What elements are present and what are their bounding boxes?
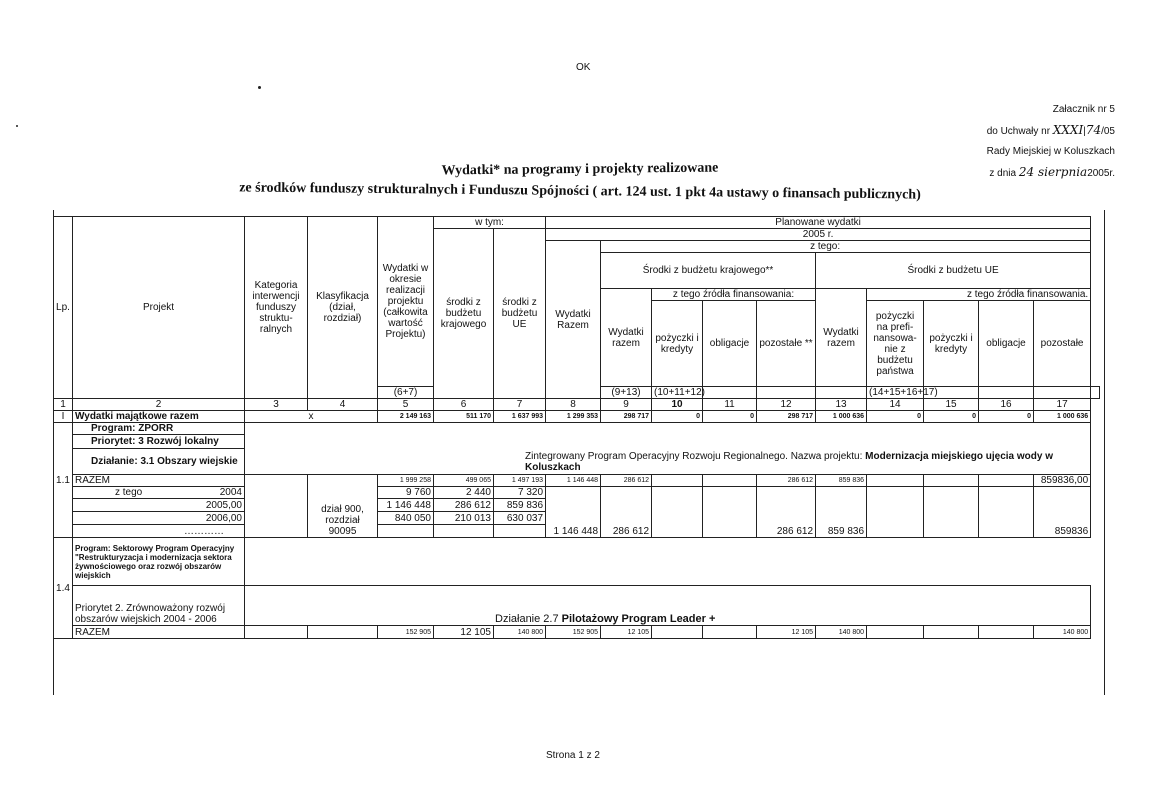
handwritten-number: XXXI <box>1052 123 1084 137</box>
formula-c9: (10+11+12) <box>652 387 703 399</box>
header-srodki-krajowe: środki z budżetu krajowego <box>434 229 494 399</box>
header-wydatki-razem-ue: Wydatki razem <box>816 289 867 387</box>
header-budzet-ue: Środki z budżetu UE <box>816 253 1091 289</box>
row-2006: 2006,00 840 050 210 013 630 037 <box>54 512 1100 525</box>
handwritten-date: 24 sierpnia <box>1018 165 1088 179</box>
formula-c5: (6+7) <box>378 387 434 399</box>
header-wydatki-razem-krajowe: Wydatki razem <box>601 289 652 387</box>
priorytet-3: Priorytet: 3 Rozwój lokalny <box>73 435 245 449</box>
header-lp: Lp. <box>54 217 73 399</box>
header-budzet-krajowy: Środki z budżetu krajowego** <box>601 253 816 289</box>
row-2004: z tego 2004 dział 900, rozdział 90095 9 760 2 440 7 320 1 146 448 286 612 286 612 859 836 859836 <box>54 487 1100 499</box>
page-footer: Strona 1 z 2 <box>546 750 600 761</box>
header-zrodla-krajowe: z tego źródła finansowania: <box>652 289 816 301</box>
header-pozostale: pozostałe ** <box>757 301 816 387</box>
project-description: Zintegrowany Program Operacyjny Rozwoju Regionalnego. Nazwa projektu: Modernizacja miejskiego ujęcia wody w Koluszkach <box>245 423 1091 475</box>
annex-council: Rady Miejskiej w Koluszkach <box>986 146 1115 157</box>
formula-c13: (14+15+16+17) <box>867 387 924 399</box>
row-razem-1-4: RAZEM 152 905 12 105 140 800 152 905 12 105 12 105 140 800 140 800 <box>54 626 1100 639</box>
header-wydatki-okres: Wydatki w okresie realizacji projektu (całkowita wartość Projektu) <box>378 217 434 387</box>
annex-number: Załacznik nr 5 <box>1052 104 1115 115</box>
header-kategoria: Kategoria interwencji funduszy struktu-ralnych <box>245 217 308 399</box>
priorytet-2: Priorytet 2. Zrównoważony rozwój obszarów wiejskich 2004 - 2006 <box>73 586 245 626</box>
row-majatkowe: I Wydatki majątkowe razem x 2 149 163 511 170 1 637 993 1 299 353 298 717 0 0 298 717 1 000 636 0 0 0 1 000 636 <box>54 411 1100 423</box>
header-pozyczki-ue: pożyczki i kredyty <box>924 301 979 387</box>
formula-c8: (9+13) <box>601 387 652 399</box>
program-zporr: Program: ZPORR <box>73 423 245 435</box>
lp-1-4: 1.4 <box>54 538 73 639</box>
header-srodki-ue: środki z budżetu UE <box>494 229 546 399</box>
header-obligacje: obligacje <box>703 301 757 387</box>
row-more-years: ………… <box>54 525 1100 538</box>
header-klasyfikacja: Klasyfikacja (dział, rozdział) <box>308 217 378 399</box>
document-title: Wydatki* na programy i projekty realizowane <box>441 160 719 179</box>
header-pozyczki: pożyczki i kredyty <box>652 301 703 387</box>
header-rok: 2005 r. <box>546 229 1091 241</box>
header-obligacje-ue: obligacje <box>979 301 1034 387</box>
header-pozostale-ue: pozostałe <box>1034 301 1091 387</box>
annex-resolution: do Uchwały nr XXXI|74/05 <box>986 123 1115 137</box>
header-z-tego: z tego: <box>601 241 1091 253</box>
program-sektorowy: Program: Sektorowy Program Operacyjny "Restrukturyzacja i modernizacja sektora żywnościowego oraz rozwój obszarów wiejskich <box>73 538 245 586</box>
header-prefinansowanie: pożyczki na prefi-nansowa-nie z budżetu państwa <box>867 301 924 387</box>
header-wydatki-razem: Wydatki Razem <box>546 241 601 399</box>
scan-speck <box>258 86 261 89</box>
header-zrodla-ue: z tego źródła finansowania. <box>867 289 1091 301</box>
document-subtitle: ze środków funduszy strukturalnych i Funduszu Spójności ( art. 124 ust. 1 pkt 4a ustawy o finansach publicznych) <box>239 180 921 203</box>
klasyfikacja-900: dział 900, rozdział 90095 <box>308 487 378 538</box>
expenditure-table <box>53 216 1100 639</box>
header-planowane: Planowane wydatki <box>546 217 1091 229</box>
header-w-tym: w tym: <box>434 217 546 229</box>
scan-speck <box>16 125 18 127</box>
header-projekt: Projekt <box>73 217 245 399</box>
column-number-row: 1 2 3 4 5 6 7 8 9 10 11 12 13 14 15 16 17 <box>54 399 1100 411</box>
annex-date: z dnia 24 sierpnia2005r. <box>989 165 1115 179</box>
dzialanie-3-1: Działanie: 3.1 Obszary wiejskie <box>73 449 245 475</box>
handwritten-number-2: 74 <box>1085 123 1102 137</box>
corner-mark: OK <box>576 62 591 73</box>
row-razem-1-1: RAZEM 1 999 258 499 065 1 497 193 1 146 448 286 612 286 612 859 836 859836,00 <box>54 475 1100 487</box>
lp-1-1: 1.1 <box>54 423 73 538</box>
row-2005: 2005,00 1 146 448 286 612 859 836 <box>54 499 1100 512</box>
dzialanie-2-7: Działanie 2.7 Pilotażowy Program Leader + <box>245 586 1091 626</box>
